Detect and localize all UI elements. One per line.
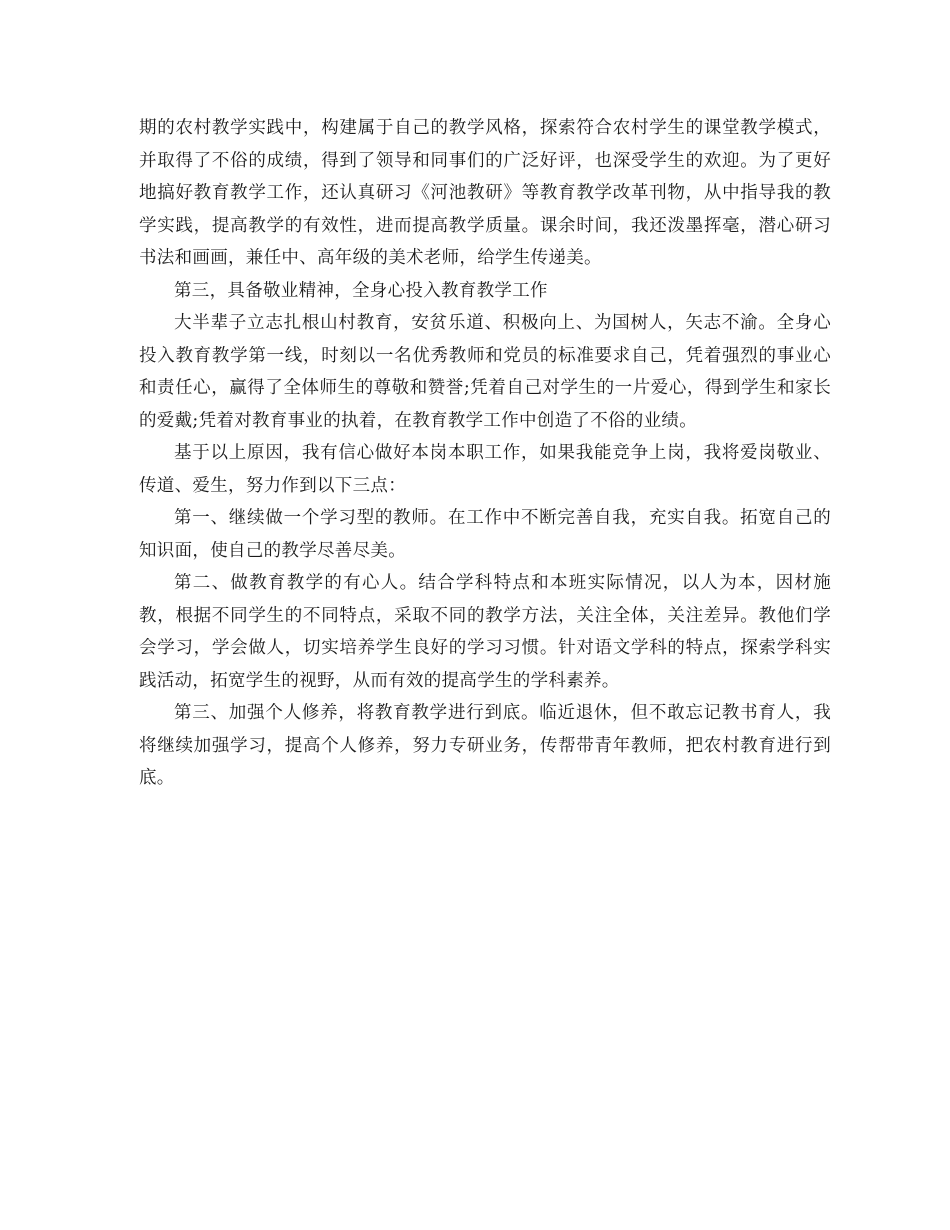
paragraph-dedication: 大半辈子立志扎根山村教育，安贫乐道、积极向上、为国树人，矢志不渝。全身心投入教育教学第一线，时刻以一名优秀教师和党员的标准要求自己，凭着强烈的事业心和责任心，赢得了全体师生的尊敬和赞誉;凭着自己对学生的一片爱心，得到学生和家长的爱戴;凭着对教育事业的执着，在教育教学工作中创造了不俗的业绩。 [139,313,831,431]
section-heading-dedication: 第三，具备敬业精神，全身心投入教育教学工作 [174,280,548,301]
paragraph-point-two: 第二、做教育教学的有心人。结合学科特点和本班实际情况，以人为本，因材施教，根据不同学生的不同特点，采取不同的教学方法，关注全体，关注差异。教他们学会学习，学会做人，切实培养学生良好的学习习惯。针对语文学科的特点，探索学科实践活动，拓宽学生的视野，从而有效的提高学生的学科素养。 [139,573,831,691]
paragraph-continuation: 期的农村教学实践中，构建属于自己的教学风格，探索符合农村学生的课堂教学模式，并取得了不俗的成绩，得到了领导和同事们的广泛好评，也深受学生的欢迎。为了更好地搞好教育教学工作，还认真研习《河池教研》等教育教学改革刊物，从中指导我的教学实践，提高教学的有效性，进而提高教学质量。课余时间，我还泼墨挥毫，潜心研习书法和画画，兼任中、高年级的美术老师，给学生传递美。 [139,118,831,268]
paragraph-commitment-intro: 基于以上原因，我有信心做好本岗本职工作，如果我能竞争上岗，我将爱岗敬业、传道、爱生，努力作到以下三点： [139,443,831,496]
paragraph-point-one: 第一、继续做一个学习型的教师。在工作中不断完善自我，充实自我。拓宽自己的知识面，使自己的教学尽善尽美。 [139,508,831,561]
paragraph-point-three: 第三、加强个人修养，将教育教学进行到底。临近退休，但不敢忘记教书育人，我将继续加强学习，提高个人修养，努力专研业务，传帮带青年教师，把农村教育进行到底。 [139,703,831,788]
document-body [139,112,831,795]
